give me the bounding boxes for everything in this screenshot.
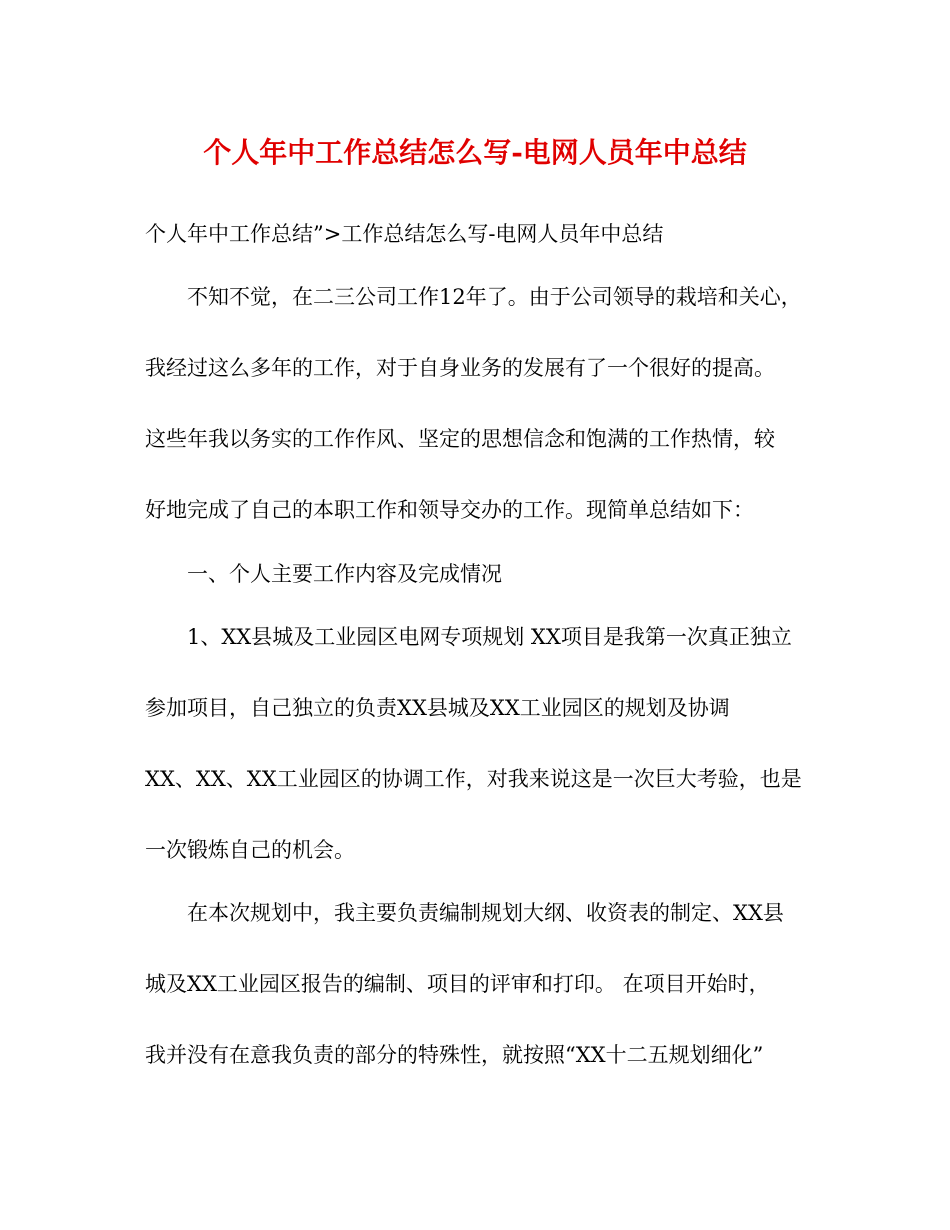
- paragraph-line: 在本次规划中，我主要负责编制规划大纲、收资表的制定、XX县: [187, 901, 784, 925]
- paragraph-line: 我经过这么多年的工作，对于自身业务的发展有了一个很好的提高。: [145, 356, 775, 380]
- paragraph-line: 不知不觉，在二三公司工作12年了。由于公司领导的栽培和关心，: [187, 285, 802, 309]
- paragraph-line: 一次锻炼自己的机会。: [145, 838, 355, 862]
- paragraph-line: 这些年我以务实的工作作风、坚定的思想信念和饱满的工作热情，较: [145, 427, 775, 451]
- paragraph-line: 参加项目，自己独立的负责XX县城及XX工业园区的规划及协调: [145, 696, 730, 720]
- document-title: 个人年中工作总结怎么写-电网人员年中总结: [203, 136, 747, 169]
- paragraph-line: XX、XX、XX工业园区的协调工作，对我来说这是一次巨大考验，也是: [145, 767, 802, 791]
- paragraph-line: 好地完成了自己的本职工作和领导交办的工作。现简单总结如下：: [145, 498, 754, 522]
- paragraph-line: 1、XX县城及工业园区电网专项规划 XX项目是我第一次真正独立: [187, 625, 792, 649]
- section-heading: 一、个人主要工作内容及完成情况: [187, 562, 502, 586]
- breadcrumb-line: 个人年中工作总结”>工作总结怎么写-电网人员年中总结: [145, 222, 664, 246]
- paragraph-line: 城及XX工业园区报告的编制、项目的评审和打印。 在项目开始时，: [145, 972, 770, 996]
- paragraph-line: 我并没有在意我负责的部分的特殊性，就按照“XX十二五规划细化”: [145, 1043, 764, 1067]
